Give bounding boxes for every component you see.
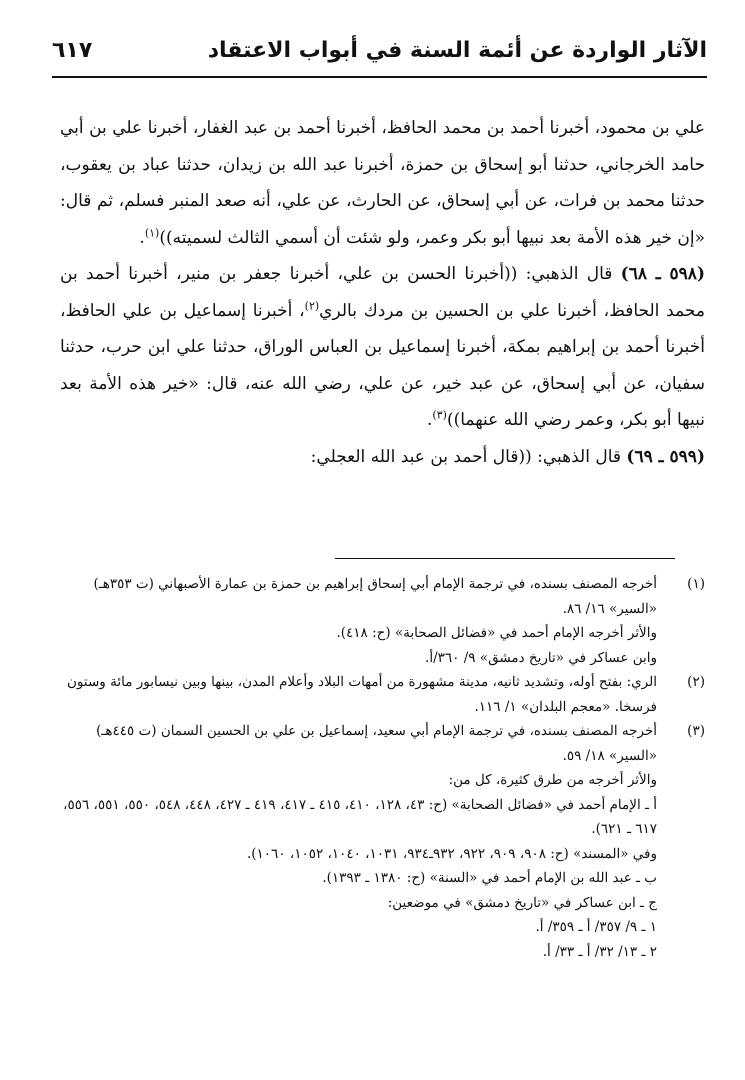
paragraph-1: علي بن محمود، أخبرنا أحمد بن محمد الحافظ، أخبرنا أحمد بن عبد الغفار، أخبرنا علي بن أبي حامد الخرجاني، حدثنا أبو إسحاق بن حمزة، أخبرنا عبد الله بن زيدان، حدثنا عباد بن يعقوب، حدثنا محمد بن فرات، عن أبي إسحاق، عن الحارث، عن علي، أنه صعد المنبر فسلم، ثم قال: «إن خير هذه الأمة بعد نبيها أبو بكر وعمر، ولو شئت أن أسمي الثالث لسميته))$^{(١)}$. bbox=[60, 118, 705, 248]
footnote-line: والأثر أخرجه الإمام أحمد في «فضائل الصحابة» (ح: ٤١٨). bbox=[336, 625, 657, 641]
footnote-line: ب ـ عبد الله بن الإمام أحمد في «السنة» (ح: ١٣٨٠ ـ ١٣٩٣). bbox=[322, 870, 657, 886]
running-title: الآثار الواردة عن أئمة السنة في أبواب الاعتقاد bbox=[207, 38, 707, 63]
footnote-separator bbox=[335, 558, 675, 559]
footnote-ref-1: (١) bbox=[144, 225, 160, 239]
athar-number-598: (٥٩٨ ـ ٦٨) bbox=[620, 264, 705, 284]
footnote-line: أخرجه المصنف بسنده، في ترجمة الإمام أبي سعيد، إسماعيل بن علي بن الحسين السمان (ت ٤٤٥هـ) «السير» ١٨/ ٥٩. bbox=[96, 723, 657, 764]
footnote-line: أخرجه المصنف بسنده، في ترجمة الإمام أبي إسحاق إبراهيم بن حمزة بن عمارة الأصبهاني (ت ٣٥٣هـ) «السير» ١٦/ ٨٦. bbox=[93, 576, 657, 617]
footnote-line: وفي «المسند» (ح: ٩٠٨، ٩٠٩، ٩٢٢، ٩٣٢ـ٩٣٤، ١٠٣١، ١٠٤٠، ١٠٥٢، ١٠٦٠). bbox=[246, 845, 657, 862]
footnote-line: أ ـ الإمام أحمد في «فضائل الصحابة» (ح: ٤٣، ١٢٨، ٤١٠، ٤١٥ ـ ٤١٧، ٤١٩ ـ ٤٢٧، ٤٤٨، ٥٤٨، ٥٥٠، ٥٥١، ٥٥٦، ٦١٧ ـ ٦٢١). bbox=[63, 796, 657, 837]
footnote-line: وابن عساكر في «تاريخ دمشق» ٩/ ٣٦٠/أ. bbox=[425, 649, 657, 666]
footnote-number: (٣) bbox=[687, 723, 705, 739]
footnote-number: (٢) bbox=[687, 674, 705, 690]
footnote-line: الري: بفتح أوله، وتشديد ثانيه، مدينة مشهورة من أمهات البلاد وأعلام المدن، بينها وبين نيسابور مائة وستون فرسخا. «معجم البلدان» ١/ ١١٦. bbox=[67, 674, 657, 715]
footnote-ref-3: (٣) bbox=[432, 408, 447, 422]
footnote-line: ٢ ـ ١٣/ ٣٢/ أ ـ ٣٣/ أ. bbox=[542, 943, 657, 960]
footnotes bbox=[50, 572, 705, 964]
footnote-3 bbox=[50, 719, 705, 964]
footnote-1 bbox=[50, 572, 705, 670]
main-text bbox=[60, 110, 705, 475]
paragraph-3: (٥٩٩ ـ ٦٩) قال الذهبي: ((قال أحمد بن عبد الله العجلي: bbox=[310, 446, 705, 467]
footnote-number: (١) bbox=[687, 576, 705, 592]
footnote-ref-2: (٢) bbox=[304, 298, 320, 312]
footnote-line: ١ ـ ٩/ ٣٥٧/ أ ـ ٣٥٩/ أ. bbox=[535, 919, 657, 935]
footnote-line: والأثر أخرجه من طرق كثيرة، كل من: bbox=[448, 772, 657, 788]
running-header bbox=[52, 34, 707, 78]
footnote-line: ج ـ ابن عساكر في «تاريخ دمشق» في موضعين: bbox=[387, 894, 657, 911]
athar-number-599: (٥٩٩ ـ ٦٩) bbox=[626, 446, 705, 467]
footnote-2 bbox=[50, 670, 705, 719]
page-number: ٦١٧ bbox=[52, 38, 93, 63]
paragraph-2: (٥٩٨ ـ ٦٨) قال الذهبي: ((أخبرنا الحسن بن علي، أخبرنا جعفر بن منير، أخبرنا أحمد بن محمد الحافظ، أخبرنا علي بن الحسين بن مردك بالري$^{(٢)}$، أخبرنا إسماعيل بن علي الحافظ، أخبرنا أحمد بن إبراهيم بمكة، أخبرنا إسماعيل بن العباس الوراق، حدثنا علي ابن حرب، حدثنا سفيان، عن أبي إسحاق، عن عبد خير، عن علي، رضي الله عنه، قال: «خير هذه الأمة بعد نبيها أبو بكر، وعمر رضي الله عنهما))$^{(٣)}$. bbox=[60, 264, 706, 430]
